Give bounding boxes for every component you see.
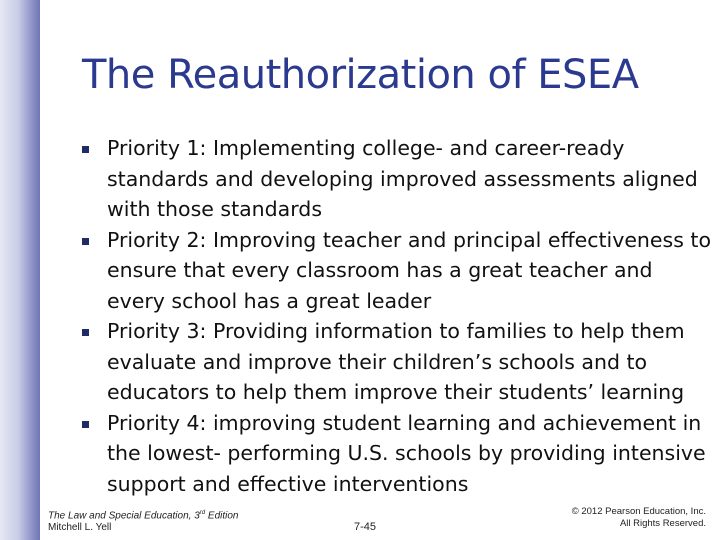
square-bullet-icon bbox=[82, 329, 89, 336]
bullet-item-4 bbox=[82, 408, 712, 500]
copyright-line-2: All Rights Reserved. bbox=[619, 518, 706, 529]
square-bullet-icon bbox=[82, 421, 89, 428]
bullet-text: Priority 3: Providing information to families to help them evaluate and improve their children’s schools and to educators to help them improve their students’ learning bbox=[107, 319, 685, 404]
slide-title: The Reauthorization of ESEA bbox=[82, 52, 639, 98]
bullet-text: Priority 4: improving student learning and achievement in the lowest- performing U.S. schools by providing intensive support and effective interventions bbox=[107, 410, 706, 496]
bullet-list bbox=[82, 133, 712, 499]
square-bullet-icon bbox=[82, 146, 89, 153]
square-bullet-icon bbox=[82, 238, 89, 245]
bullet-item-3 bbox=[82, 316, 712, 408]
footer-copyright bbox=[572, 506, 706, 530]
bullet-item-1 bbox=[82, 133, 712, 225]
copyright-line-1: © 2012 Pearson Education, Inc. bbox=[571, 506, 706, 517]
bullet-item-2 bbox=[82, 225, 712, 317]
bullet-text: Priority 2: Improving teacher and principal effectiveness to ensure that every classroom has a great teacher and every school has a great leader bbox=[107, 227, 711, 313]
footer-author: Mitchell L. Yell bbox=[48, 522, 112, 534]
footer-book-title: The Law and Special Education, 3rd Edition bbox=[48, 510, 239, 522]
side-decorative-bar bbox=[0, 0, 40, 540]
page-number: 7-45 bbox=[354, 521, 377, 533]
bullet-text: Priority 1: Implementing college- and career-ready standards and developing improved assessments aligned with those standards bbox=[107, 136, 698, 221]
footer-book-info bbox=[48, 507, 238, 534]
